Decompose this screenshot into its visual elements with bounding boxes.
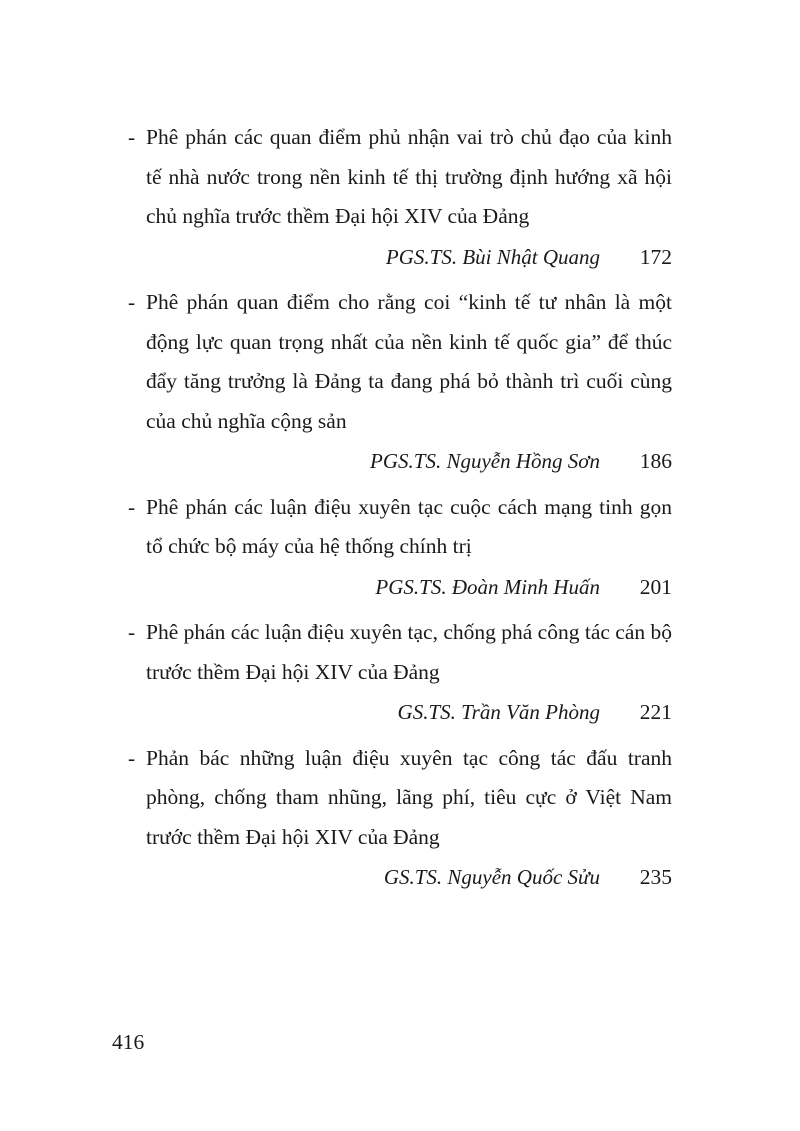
- toc-author-line: [128, 693, 672, 733]
- toc-author: GS.TS. Nguyễn Quốc Sửu: [383, 865, 600, 889]
- toc-entry-title-text: Phản bác những luận điệu xuyên tạc công tác đấu tranh phòng, chống tham nhũng, lãng phí, tiêu cực ở Việt Nam trước thềm Đại hội XIV của Đảng: [146, 745, 672, 849]
- toc-entry-title-text: Phê phán các luận điệu xuyên tạc, chống phá công tác cán bộ trước thềm Đại hội XIV của Đảng: [146, 620, 672, 684]
- toc-bullet: -: [128, 745, 136, 770]
- toc-entry-title: [128, 739, 672, 858]
- toc-page-number: 172: [639, 244, 672, 269]
- toc-bullet: -: [128, 290, 136, 314]
- toc-entry-title-text: Phê phán các quan điểm phủ nhận vai trò chủ đạo của kinh tế nhà nước trong nền kinh tế thị trường định hướng xã hội chủ nghĩa trước thềm Đại hội XIV của Đảng: [146, 125, 672, 228]
- toc-entry: [128, 613, 672, 733]
- toc-entry-title-text: Phê phán các luận điệu xuyên tạc cuộc cách mạng tinh gọn tổ chức bộ máy của hệ thống chính trị: [146, 494, 672, 558]
- toc-author-line: [128, 238, 672, 278]
- toc-page-number: 235: [639, 865, 672, 889]
- toc-entry-title: [128, 283, 672, 441]
- page-folio: 416: [112, 1030, 145, 1054]
- toc-page-number: 186: [639, 449, 672, 473]
- toc-page-number: 221: [639, 700, 672, 724]
- toc-bullet: -: [128, 494, 136, 519]
- toc-author-line: [128, 858, 672, 898]
- toc-author: GS.TS. Trần Văn Phòng: [397, 700, 600, 724]
- toc-entry: [128, 118, 672, 277]
- toc-page-number: 201: [639, 574, 672, 599]
- toc-author-line: [128, 442, 672, 482]
- toc-author: PGS.TS. Đoàn Minh Huấn: [375, 574, 600, 599]
- toc-entry-title-text: Phê phán quan điểm cho rằng coi “kinh tế tư nhân là một động lực quan trọng nhất của nền kinh tế quốc gia” để thúc đẩy tăng trưởng là Đảng ta đang phá bỏ thành trì cuối cùng của chủ nghĩa cộng sản: [146, 290, 672, 433]
- toc-bullet: -: [128, 125, 136, 149]
- toc-entry: [128, 488, 672, 608]
- toc-author: PGS.TS. Bùi Nhật Quang: [385, 244, 600, 269]
- toc-entry-title: [128, 488, 672, 567]
- toc-entry-title: [128, 613, 672, 692]
- toc-entry: [128, 739, 672, 898]
- toc-author: PGS.TS. Nguyễn Hồng Sơn: [370, 449, 600, 473]
- toc-bullet: -: [128, 620, 136, 644]
- table-of-contents: [128, 118, 672, 898]
- toc-entry: [128, 283, 672, 482]
- toc-author-line: [128, 568, 672, 608]
- toc-entry-title: [128, 118, 672, 237]
